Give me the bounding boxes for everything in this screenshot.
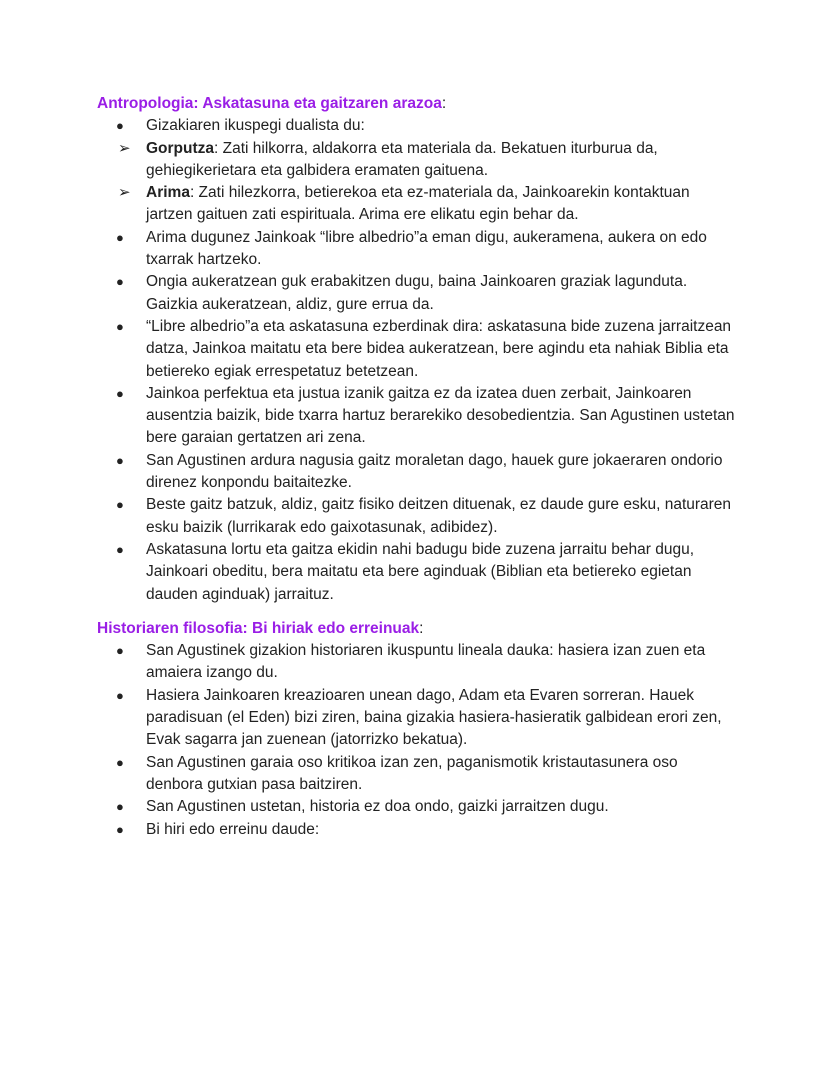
term-gorputza: Gorputza <box>146 139 215 157</box>
arrow-icon: ➢ <box>118 139 131 157</box>
list-item <box>97 494 737 539</box>
list-item <box>97 271 737 316</box>
section1-bullet-list <box>97 227 737 606</box>
section1-intro-list <box>97 115 737 137</box>
list-item-text: San Agustinen ardura nagusia gaitz moraletan dago, hauek gure jokaeraren ondorio direnez konpondu baitaitezke. <box>146 451 723 492</box>
sub-item-text: : Zati hilezkorra, betierekoa eta ez-materiala da, Jainkoarekin kontaktuan jartzen gaituen zati espirituala. Arima ere elikatu egin behar da. <box>146 184 690 224</box>
list-item <box>97 227 737 272</box>
list-item-text: Beste gaitz batzuk, aldiz, gaitz fisiko deitzen dituenak, ez daude gure esku, naturaren esku baizik (lurrikarak edo gaixotasunak, adibidez). <box>146 496 732 536</box>
list-item <box>97 640 737 685</box>
sub-list-item <box>97 138 737 183</box>
list-item <box>97 685 737 752</box>
list-item-text: Askatasuna lortu eta gaitza ekidin nahi badugu bide zuzena jarraitu behar dugu, Jainkoari obeditu, bera maitatu eta bere aginduak (Biblian eta betiereko egietan dauden aginduak) jarraituz. <box>146 540 695 603</box>
bullet-icon: ● <box>116 118 124 134</box>
section2-bullet-list <box>97 640 737 841</box>
list-item-text: Ongia aukeratzean guk erabakitzen dugu, baina Jainkoaren graziak lagunduta. Gaizkia aukeratzean, aldiz, gure errua da. <box>146 273 688 313</box>
document-page <box>97 93 737 841</box>
list-item <box>97 450 737 495</box>
section2-heading-colon: : <box>419 619 424 637</box>
bullet-icon: ● <box>116 385 124 401</box>
bullet-icon: ● <box>116 452 124 468</box>
bullet-icon: ● <box>116 643 124 659</box>
list-item-text: San Agustinen ustetan, historia ez doa ondo, gaizki jarraitzen dugu. <box>146 798 609 816</box>
bullet-icon: ● <box>116 318 124 334</box>
bullet-icon: ● <box>116 497 124 513</box>
section2-heading <box>97 618 737 640</box>
sub-list-item <box>97 182 737 227</box>
bullet-icon: ● <box>116 541 124 557</box>
bullet-icon: ● <box>116 274 124 290</box>
list-item <box>97 796 737 818</box>
bullet-icon: ● <box>116 687 124 703</box>
list-item <box>97 752 737 797</box>
bullet-icon: ● <box>116 821 124 837</box>
bullet-icon: ● <box>116 799 124 815</box>
section1-sub-list <box>97 138 737 227</box>
term-arima: Arima <box>146 184 190 202</box>
list-item <box>97 819 737 841</box>
bullet-icon: ● <box>116 229 124 245</box>
list-item <box>97 383 737 450</box>
list-item-text: Bi hiri edo erreinu daude: <box>146 820 320 838</box>
list-item-text: Gizakiaren ikuspegi dualista du: <box>146 117 365 135</box>
section1-heading-text: Antropologia: Askatasuna eta gaitzaren arazoa <box>97 95 442 112</box>
list-item <box>97 115 737 137</box>
list-item-text: San Agustinek gizakion historiaren ikuspuntu lineala dauka: hasiera izan zuen eta amaiera izango du. <box>146 642 706 682</box>
section1-heading <box>97 93 737 115</box>
bullet-icon: ● <box>116 754 124 770</box>
list-item-text: Arima dugunez Jainkoak “libre albedrio”a eman digu, aukeramena, aukera on edo txarrak hartzeko. <box>146 228 707 269</box>
list-item-text: “Libre albedrio”a eta askatasuna ezberdinak dira: askatasuna bide zuzena jarraitzean datza, Jainkoa maitatu eta bere bidea aukeratzean, bere agindu eta nahiak Biblia eta betiereko egiak errespetatuz betetzean. <box>146 317 732 380</box>
list-item-text: San Agustinen garaia oso kritikoa izan zen, paganismotik kristautasunera oso denbora gutxian pasa baitziren. <box>146 753 678 793</box>
section1-heading-colon: : <box>441 95 447 112</box>
section2-heading-text: Historiaren filosofia: Bi hiriak edo erreinuak <box>97 619 420 637</box>
list-item <box>97 539 737 606</box>
list-item-text: Jainkoa perfektua eta justua izanik gaitza ez da izatea duen zerbait, Jainkoaren ausentzia baizik, bide txarra hartuz berarekiko desobedientzia. San Agustinen ustetan bere garaian gertatzen ari zena. <box>146 384 735 447</box>
list-item-text: Hasiera Jainkoaren kreazioaren unean dago, Adam eta Evaren sorreran. Hauek paradisuan (el Eden) bizi ziren, baina gizakia hasiera-hasieratik galbidean erori zen, Evak sagarra jan zuenean (jatorrizko bekatua). <box>146 686 722 749</box>
sub-item-text: : Zati hilkorra, aldakorra eta materiala da. Bekatuen iturburua da, gehiegikerietara eta galbidera eramaten gaituena. <box>146 139 658 179</box>
list-item <box>97 316 737 383</box>
arrow-icon: ➢ <box>118 184 131 202</box>
